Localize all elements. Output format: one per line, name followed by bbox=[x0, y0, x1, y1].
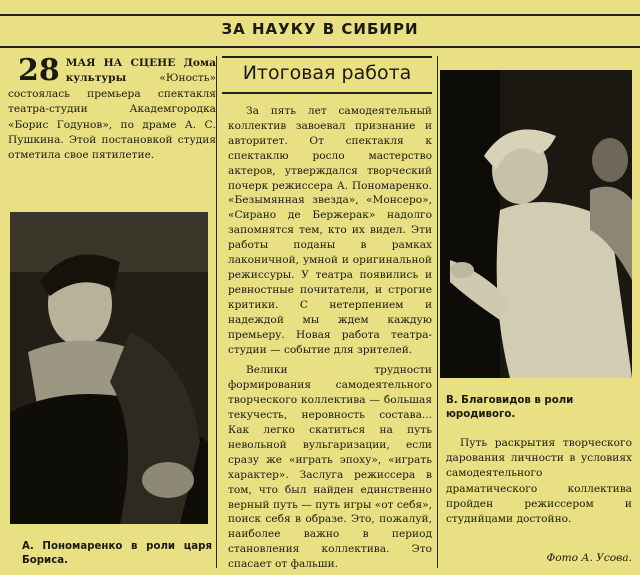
closing-paragraph bbox=[446, 436, 632, 527]
dropcap-date: 28 bbox=[18, 53, 60, 88]
article-body bbox=[228, 104, 432, 572]
intro-block bbox=[8, 53, 216, 164]
caption-left: А. Пономаренко в роли царя Бориса. bbox=[22, 541, 212, 566]
article-header bbox=[218, 56, 436, 94]
section-header bbox=[0, 14, 640, 48]
article-paragraph-1: За пять лет самодеятельный коллектив завоевал признание и авторитет. От спектакля к спектаклю росло мастерство актеров, утверждался творческий почерк режиссера А. Пономаренко. «Безымянная звезда», «Монсеро», «Сирано де Бержерак» надолго запомнятся тем, кто их видел. Эти работы поданы в рамках лаконичной, умной и оригинальной режиссуры. У театра появились и ревностные почитатели, и строгие критики. С нетерпением и надеждой мы ждем каждую премьеру. Новая работа театра-студии — событие для зрителей. bbox=[228, 105, 432, 356]
section-title: ЗА НАУКУ В СИБИРИ bbox=[221, 20, 419, 38]
article-title-box bbox=[222, 56, 432, 94]
article-title: Итоговая работа bbox=[242, 62, 412, 84]
column-divider-right bbox=[437, 56, 438, 568]
intro-lead: МАЯ НА СЦЕНЕ Дома культуры bbox=[65, 57, 216, 85]
holy-fool-scene-photo bbox=[440, 70, 632, 378]
caption-right: В. Благовидов в роли юродивого. bbox=[446, 395, 574, 420]
column-divider-left bbox=[216, 56, 217, 568]
intro-text: «Юность» состоялась премьера спектакля театра-студии Академгородка «Борис Годунов», по драме А. С. Пушкина. Этой постановкой студия отметила свое пятилетие. bbox=[8, 72, 216, 162]
article-paragraph-2: Велики трудности формирования самодеятельного творческого коллектива — большая текучесть, неровность состава... Как легко скатиться на путь невольной вульгаризации, если сразу же «играть эпоху», «играть характер». Заслуга режиссера в том, что был найден единственно верный путь — путь игры «от себя», поиск себя в образе. Это, пожалуй, наиболее важно в период становления коллектива. Это спасает от фальши. bbox=[228, 364, 432, 571]
intro-paragraph bbox=[8, 53, 216, 164]
closing-text: Путь раскрытия творческого дарования личности в условиях самодеятельного драматического коллектива пройден режиссером и студийцами достойно. bbox=[446, 437, 632, 526]
photo-credit: Фото А. Усова. bbox=[546, 552, 632, 564]
actor-portrait-photo bbox=[10, 212, 208, 524]
